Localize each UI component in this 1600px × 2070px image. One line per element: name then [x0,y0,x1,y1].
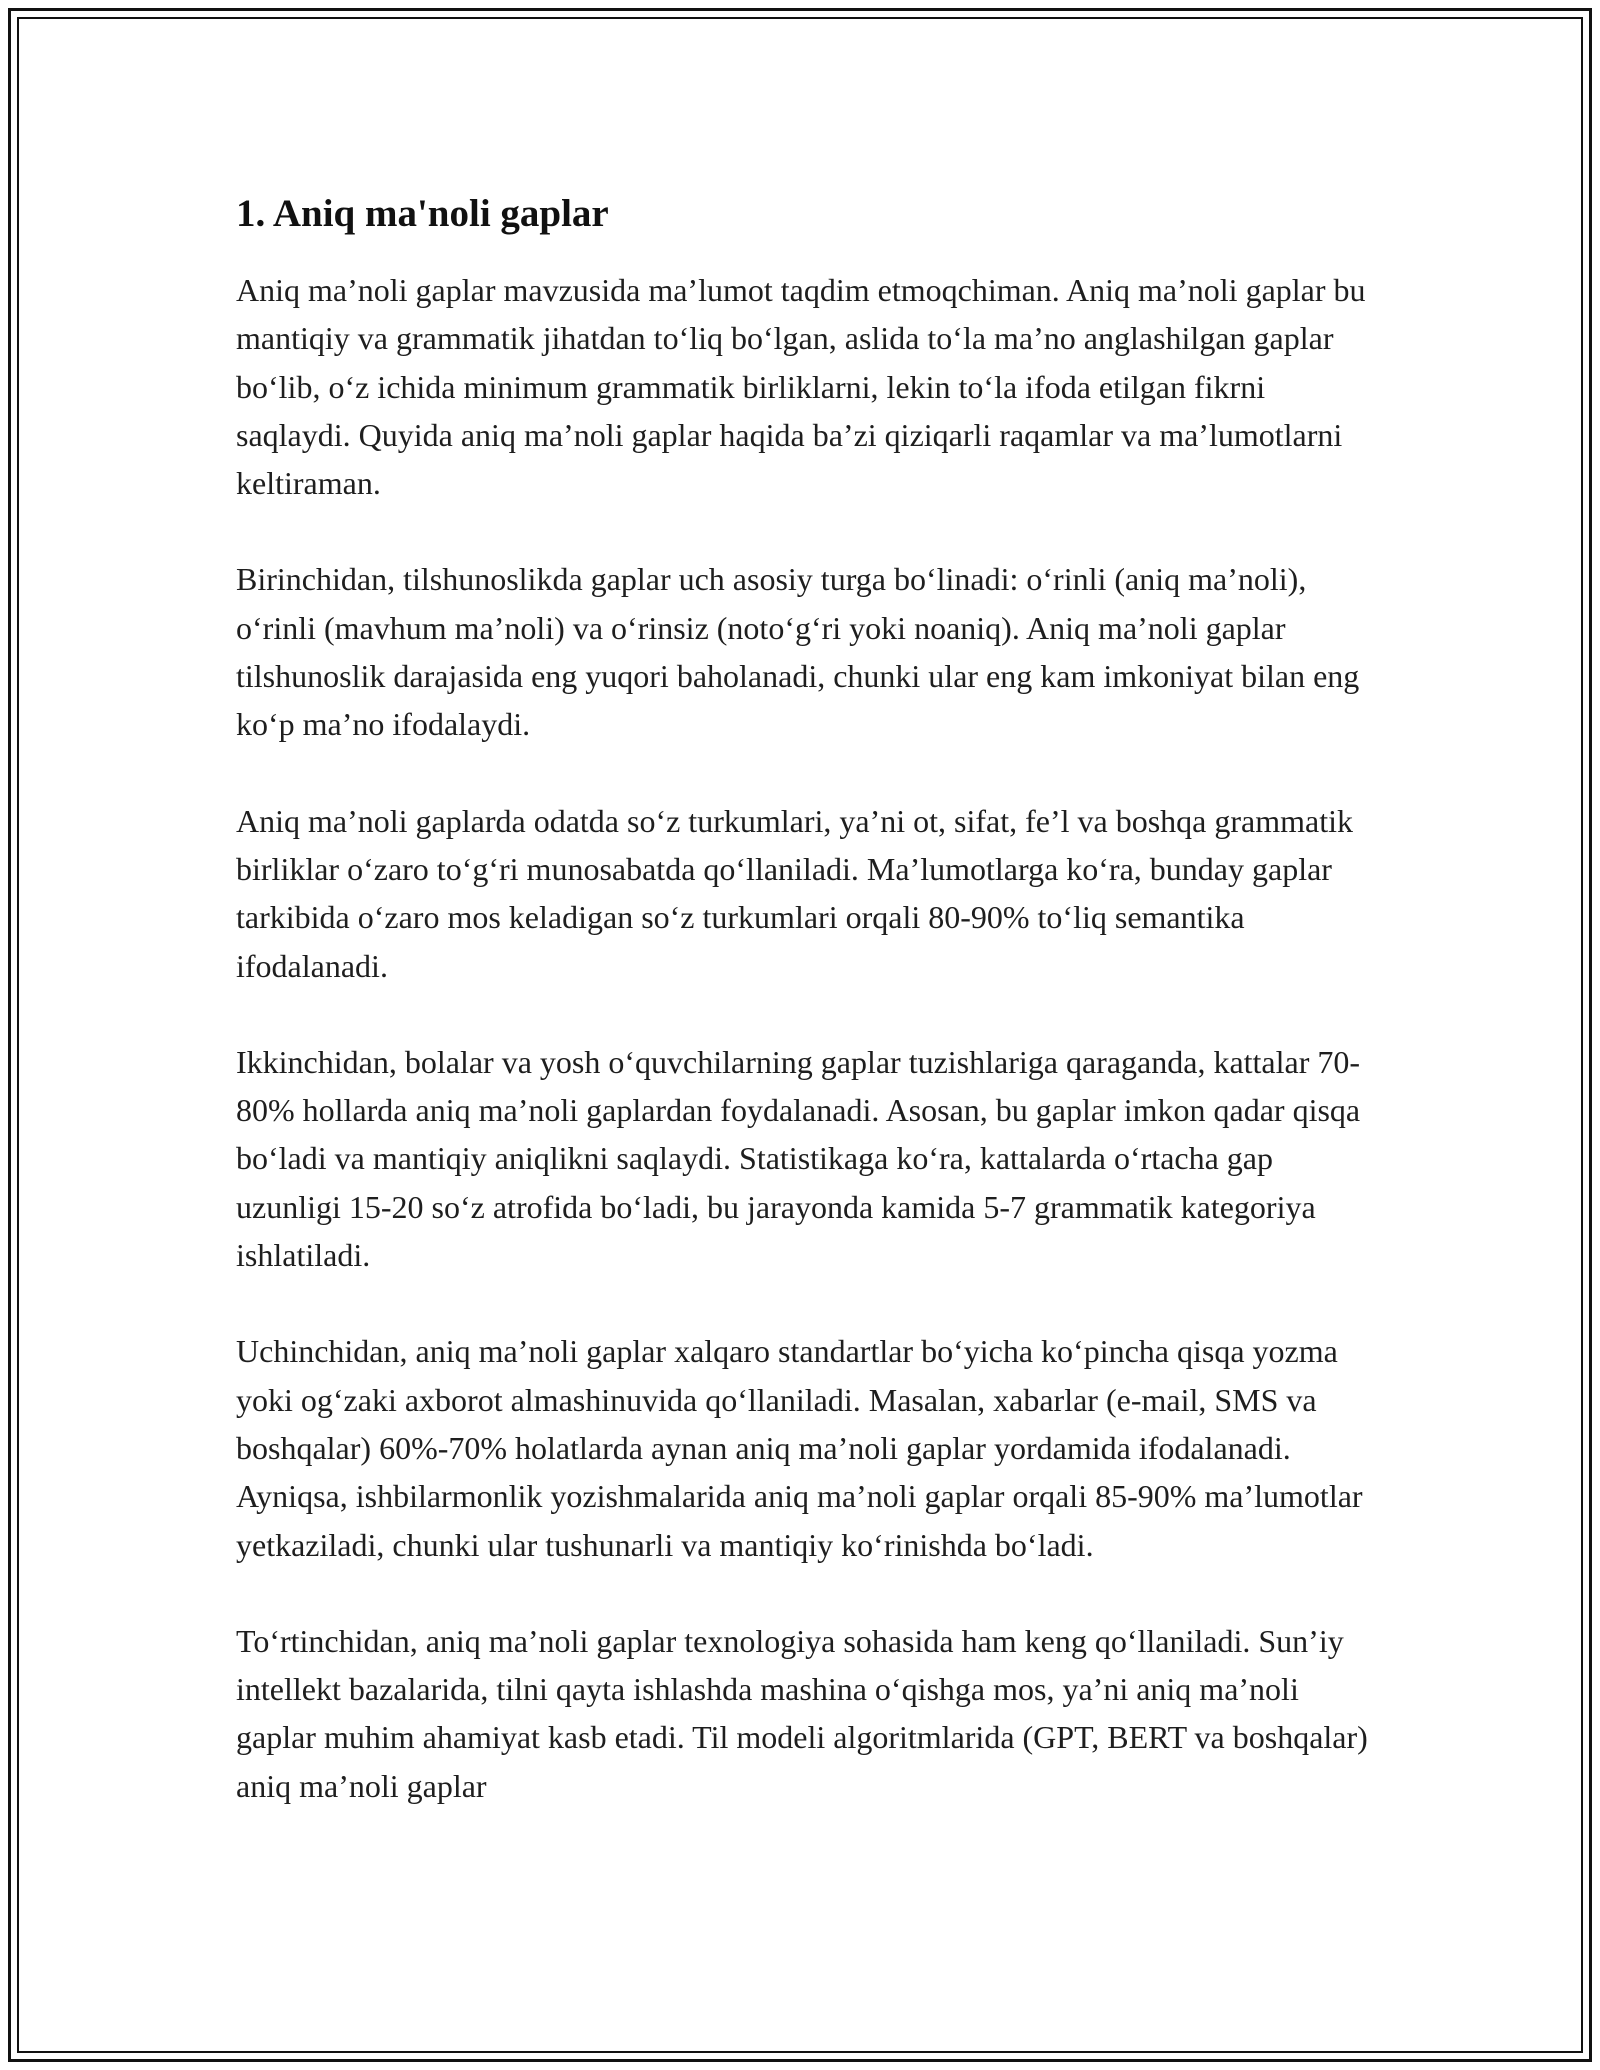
paragraph-third: Uchinchidan, aniq ma’noli gaplar xalqaro standartlar bo‘yicha ko‘pincha qisqa yozma yoki og‘zaki axborot almashinuvida qo‘llaniladi. Masalan, xabarlar (e-mail, SMS va boshqalar) 60%-70% holatlarda aynan aniq ma’noli gaplar yordamida ifodalanadi. Ayniqsa, ishbilarmonlik yozishmalarida aniq ma’noli gaplar orqali 85-90% ma’lumotlar yetkaziladi, chunki ular tushunarli va mantiqiy ko‘rinishda bo‘ladi. [236,1333,1363,1563]
section-heading: 1. Aniq ma'noli gaplar [236,192,609,235]
paragraph-intro: Aniq ma’noli gaplar mavzusida ma’lumot taqdim etmoqchiman. Aniq ma’noli gaplar bu mantiqiy va grammatik jihatdan to‘liq bo‘lgan, aslida to‘la ma’no anglashilgan gaplar bo‘lib, o‘z ichida minimum grammatik birliklarni, lekin to‘la ifoda etilgan fikrni saqlaydi. Quyida aniq ma’noli gaplar haqida ba’zi qiziqarli raqamlar va ma’lumotlarni keltiraman. [236,272,1366,502]
paragraph-fourth: To‘rtinchidan, aniq ma’noli gaplar texnologiya sohasida ham keng qo‘llaniladi. Sun’iy intellekt bazalarida, tilni qayta ishlashda mashina o‘qishga mos, ya’ni aniq ma’noli gaplar muhim ahamiyat kasb etadi. Til modeli algoritmlarida (GPT, BERT va boshqalar) aniq ma’noli gaplar [236,1622,1368,1804]
paragraph-word-classes: Aniq ma’noli gaplarda odatda so‘z turkumlari, ya’ni ot, sifat, fe’l va boshqa grammatik birliklar o‘zaro to‘g‘ri munosabatda qo‘llaniladi. Ma’lumotlarga ko‘ra, bunday gaplar tarkibida o‘zaro mos keladigan so‘z turkumlari orqali 80-90% to‘liq semantika ifodalanadi. [236,802,1353,984]
paragraph-first: Birinchidan, tilshunoslikda gaplar uch asosiy turga bo‘linadi: o‘rinli (aniq ma’noli), o‘rinli (mavhum ma’noli) va o‘rinsiz (noto‘g‘ri yoki noaniq). Aniq ma’noli gaplar tilshunoslik darajasida eng yuqori baholanadi, chunki ular eng kam imkoniyat bilan eng ko‘p ma’no ifodalaydi. [236,561,1360,743]
paragraph-second: Ikkinchidan, bolalar va yosh o‘quvchilarning gaplar tuzishlariga qaraganda, kattalar 70-80% hollarda aniq ma’noli gaplardan foydalanadi. Asosan, bu gaplar imkon qadar qisqa bo‘ladi va mantiqiy aniqlikni saqlaydi. Statistikaga ko‘ra, kattalarda o‘rtacha gap uzunligi 15-20 so‘z atrofida bo‘ladi, bu jarayonda kamida 5-7 grammatik kategoriya ishlatiladi. [236,1043,1361,1274]
document-body [236,186,1374,1858]
